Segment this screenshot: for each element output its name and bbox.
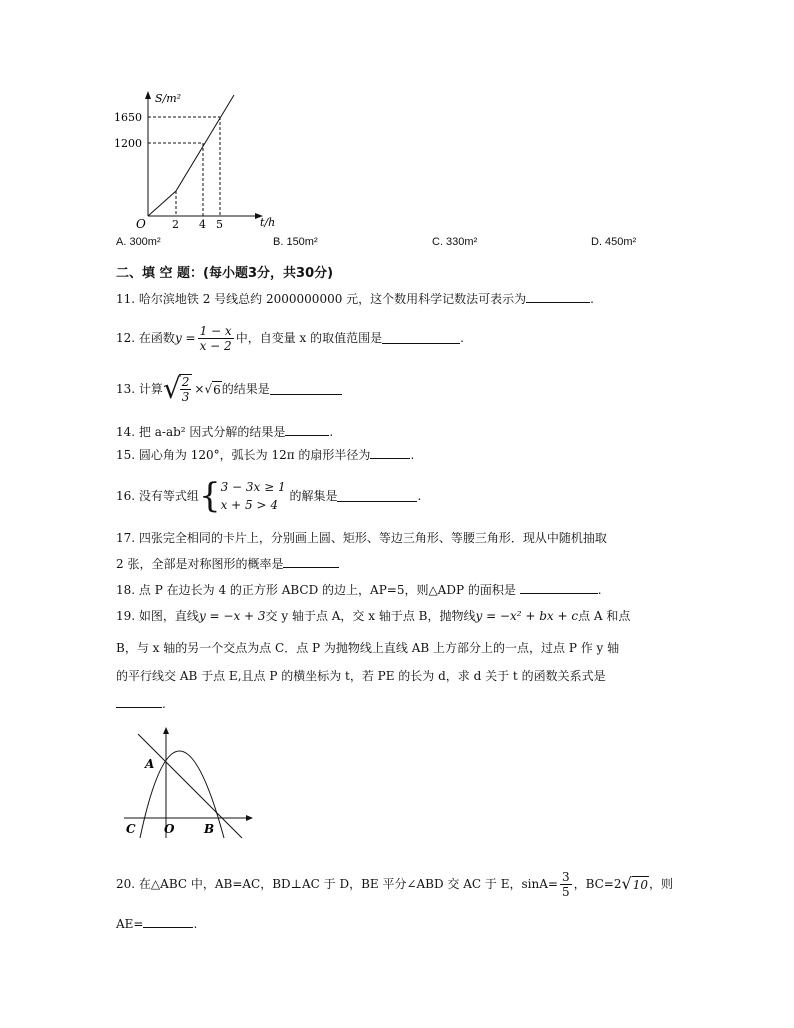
q11-text: 哈尔滨地铁 2 号线总约 2000000000 元，这个数用科学记数法可表示为 bbox=[138, 292, 527, 306]
distance-time-graph bbox=[110, 88, 290, 233]
q18-text: 点 P 在边长为 4 的正方形 ABCD 的边上，AP=5，则△ADP 的面积是 bbox=[138, 583, 516, 597]
q12-frac-num: 1 − x bbox=[199, 323, 232, 338]
q14-text: 把 a-ab² 因式分解的结果是 bbox=[138, 425, 286, 439]
q16-ineq2: x + 5 > 4 bbox=[220, 498, 278, 512]
point-b-label: B bbox=[204, 822, 215, 836]
section-title: 二、填 空 题：(每小题3分，共30分) bbox=[116, 266, 334, 281]
question-19-line3 bbox=[116, 668, 606, 684]
point-c-label: C bbox=[126, 822, 136, 836]
q13-frac-den: 3 bbox=[181, 390, 190, 404]
q20-post: ，则 bbox=[648, 877, 673, 891]
graph-line bbox=[148, 95, 234, 216]
q19-line3: 的平行线交 AB 于点 E,且点 P 的横坐标为 t，若 PE 的长为 d，求 d 关于 t 的函数关系式是 bbox=[116, 669, 606, 683]
q12-end: . bbox=[460, 331, 464, 345]
q14-number: 14. bbox=[116, 425, 136, 439]
q16-system bbox=[221, 478, 286, 514]
q12-frac-den: x − 2 bbox=[199, 338, 232, 353]
q20-frac-den: 5 bbox=[561, 884, 570, 899]
sqrt-symbol-6: √ bbox=[204, 382, 213, 396]
x-tick-5: 5 bbox=[216, 218, 223, 231]
q16-pre: 没有等式组 bbox=[138, 489, 199, 503]
q13-frac-num: 2 bbox=[181, 375, 190, 389]
q15-end: . bbox=[410, 448, 415, 462]
question-20-line2 bbox=[116, 916, 197, 932]
q13-answer-blank[interactable] bbox=[270, 383, 342, 395]
q19-parabola-eq: y = −x² + bx + c bbox=[475, 609, 579, 623]
question-13 bbox=[116, 368, 342, 410]
q18-answer-blank[interactable] bbox=[520, 582, 598, 594]
x-tick-2: 2 bbox=[172, 218, 179, 231]
q15-text: 圆心角为 120°，弧长为 12π 的扇形半径为 bbox=[138, 448, 371, 462]
sqrt-symbol: √ bbox=[162, 372, 181, 405]
q16-end: . bbox=[417, 489, 422, 503]
q16-number: 16. bbox=[116, 489, 136, 503]
question-17 bbox=[116, 530, 607, 546]
q19-line-eq: y = −x + 3 bbox=[198, 609, 266, 623]
y-axis-label: S/m² bbox=[155, 92, 182, 105]
q14-end: . bbox=[329, 425, 334, 439]
q20-number: 20. bbox=[116, 877, 136, 891]
question-16 bbox=[116, 472, 421, 520]
brace-icon: { bbox=[198, 476, 221, 516]
q19-line2: B，与 x 轴的另一个交点为点 C．点 P 为抛物线上直线 AB 上方部分上的一点，过点 P 作 y 轴 bbox=[116, 641, 620, 655]
q18-number: 18. bbox=[116, 583, 136, 597]
q16-post: 的解集是 bbox=[289, 489, 338, 503]
y-axis-arrow bbox=[163, 727, 169, 734]
question-15 bbox=[116, 447, 414, 463]
q12-y: y = bbox=[174, 331, 196, 345]
q13-sqrt6: 6 bbox=[213, 382, 221, 397]
q15-answer-blank[interactable] bbox=[370, 447, 410, 459]
origin-label: O bbox=[164, 822, 175, 836]
q17-answer-blank[interactable] bbox=[283, 556, 339, 568]
y-tick-1650: 1650 bbox=[114, 111, 142, 124]
question-18 bbox=[116, 582, 602, 598]
q20-end: . bbox=[193, 917, 198, 931]
q13-fraction bbox=[179, 374, 193, 404]
x-axis-label: t/h bbox=[260, 216, 276, 229]
parabola-line-graph bbox=[112, 726, 257, 846]
q19-line1-mid: 交 y 轴于点 A，交 x 轴于点 B，抛物线 bbox=[265, 609, 476, 623]
question-19-blank-line bbox=[116, 696, 166, 712]
q16-ineq1: 3 − 3x ≥ 1 bbox=[220, 480, 286, 494]
question-20 bbox=[116, 862, 673, 906]
option-c: C. 330m² bbox=[432, 236, 478, 248]
y-axis-arrow bbox=[145, 91, 151, 99]
y-tick-1200: 1200 bbox=[114, 137, 142, 150]
q12-fraction bbox=[198, 324, 234, 353]
q19-number: 19. bbox=[116, 609, 136, 623]
q15-number: 15. bbox=[116, 448, 136, 462]
q17-line2: 2 张，全部是对称图形的概率是 bbox=[116, 557, 284, 571]
q20-pre: 在△ABC 中，AB=AC，BD⊥AC 于 D，BE 平分∠ABD 交 AC 于 E，sinA= bbox=[138, 877, 558, 891]
q18-end: . bbox=[597, 583, 602, 597]
q20-fraction bbox=[560, 870, 572, 899]
option-a: A. 300m² bbox=[116, 236, 161, 248]
q12-post: 中，自变量 x 的取值范围是 bbox=[235, 331, 383, 345]
q14-answer-blank[interactable] bbox=[285, 424, 329, 436]
option-d: D. 450m² bbox=[591, 236, 637, 248]
question-19-line2 bbox=[116, 640, 619, 656]
q12-answer-blank[interactable] bbox=[382, 332, 460, 344]
q19-answer-blank[interactable] bbox=[116, 696, 162, 708]
q13-times: × bbox=[194, 382, 205, 396]
q13-post: 的结果是 bbox=[221, 382, 270, 396]
question-14 bbox=[116, 424, 333, 440]
q19-line1-post: 点 A 和点 bbox=[578, 609, 631, 623]
q20-sqrt10: 10 bbox=[632, 877, 648, 892]
question-19 bbox=[116, 608, 630, 624]
q11-answer-blank[interactable] bbox=[526, 291, 590, 303]
question-11 bbox=[116, 291, 594, 307]
question-12 bbox=[116, 318, 464, 358]
q20-frac-num: 3 bbox=[561, 869, 570, 884]
x-axis-arrow bbox=[246, 815, 253, 821]
q13-pre: 计算 bbox=[138, 382, 163, 396]
q12-pre: 在函数 bbox=[138, 331, 175, 345]
q20-line2: AE= bbox=[116, 917, 144, 931]
q17-line1: 四张完全相同的卡片上，分别画上圆、矩形、等边三角形、等腰三角形．现从中随机抽取 bbox=[138, 531, 607, 545]
q17-number: 17. bbox=[116, 531, 136, 545]
q13-number: 13. bbox=[116, 382, 136, 396]
question-17-line2 bbox=[116, 556, 339, 572]
origin-label: O bbox=[136, 217, 146, 231]
q12-number: 12. bbox=[116, 331, 136, 345]
q11-end: . bbox=[590, 292, 594, 306]
x-tick-4: 4 bbox=[199, 218, 206, 231]
q11-number: 11. bbox=[116, 292, 136, 306]
option-b: B. 150m² bbox=[273, 236, 318, 248]
q20-answer-blank[interactable] bbox=[143, 916, 193, 928]
sqrt-symbol-10: √ bbox=[621, 874, 632, 893]
point-a-label: A bbox=[145, 757, 155, 771]
q16-answer-blank[interactable] bbox=[337, 490, 417, 502]
q19-line1-pre: 如图，直线 bbox=[138, 609, 199, 623]
q19-end: . bbox=[162, 697, 166, 711]
q20-mid: ，BC=2 bbox=[573, 877, 622, 891]
